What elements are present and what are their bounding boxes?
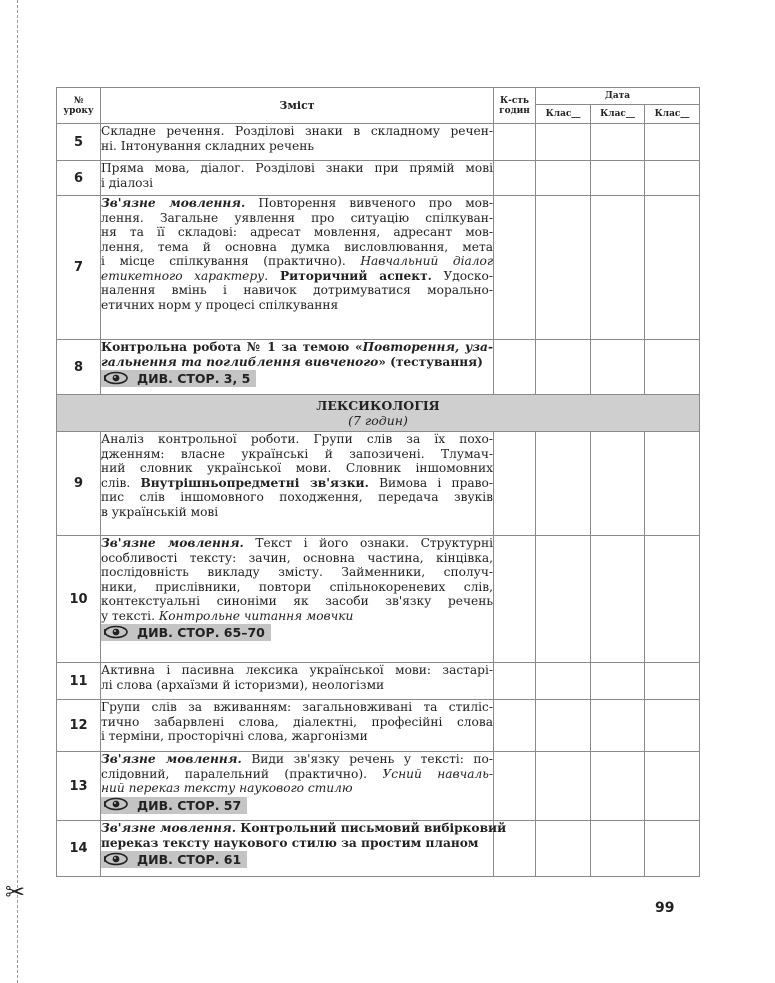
page-reference: ДИВ. СТОР. 65–70: [101, 624, 271, 641]
eye-icon: [103, 625, 129, 643]
date-header: Дата: [536, 88, 700, 105]
table-row: [57, 752, 700, 821]
lesson-content: Складне речення. Розділові знаки в складному речен- ні. Інтонування складних речень: [101, 124, 494, 161]
eye-icon: [103, 852, 129, 870]
content-header: Зміст: [101, 88, 494, 124]
lesson-number: 8: [57, 340, 101, 395]
page-number: 99: [655, 900, 675, 916]
lesson-content: Контрольна робота № 1 за темою «Повторення, уза- гальнення та поглиблення вивченого» (тестування) ДИВ. СТОР. 3, 5: [101, 340, 494, 395]
lesson-content: Пряма мова, діалог. Розділові знаки при прямій мові і діалозі: [101, 161, 494, 196]
class-header: Клас__: [536, 105, 591, 124]
page-reference: ДИВ. СТОР. 61: [101, 851, 247, 868]
lesson-content: Зв'язне мовлення. Текст і його ознаки. Структурні особливості тексту: зачин, основна частина, кінцівка, послідовність викладу змісту. Займенники, сполуч- ники, прислівники, повтори спільнокореневих слів, контекстуальні синоніми як засоби зв'язку речень у тексті. Контрольне читання мовчки ДИВ. СТОР. 65–70: [101, 536, 494, 663]
class-header: Клас__: [591, 105, 645, 124]
lesson-content: Аналіз контрольної роботи. Групи слів за їх похо- дженням: власне українські й запозичені. Тлумач- ний словник української мови. Словник іншомовних слів. Внутрішньопредметні зв'язки. Вимова і право- пис слів іншомовного походження, передача звуків в українській мові: [101, 432, 494, 536]
lesson-number: 11: [57, 663, 101, 700]
lesson-content: Зв'язне мовлення. Повторення вивченого про мов- лення. Загальне уявлення про ситуацію спілкуван- ня та її складові: адресат мовлення, адресант мов- лення, тема й основна думка висловлювання, мета і місце спілкування (практично). Навчальний діалог етикетного характеру. Риторичний аспект. Удоско- налення вмінь і навичок дотримуватися морально- етичних норм у процесі спілкування: [101, 196, 494, 340]
hours-header: К-сть годин: [494, 88, 536, 124]
lesson-number: 6: [57, 161, 101, 196]
table-row: [57, 432, 700, 536]
lesson-content: Зв'язне мовлення. Види зв'язку речень у тексті: по- слідовний, паралельний (практично). Усний навчаль- ний переказ тексту наукового стилю ДИВ. СТОР. 57: [101, 752, 494, 821]
lesson-number: 14: [57, 821, 101, 877]
section-title: ЛЕКСИКОЛОГІЯ: [316, 398, 440, 413]
section-row: [57, 395, 700, 432]
lesson-number-header: № уроку: [57, 88, 101, 124]
table-row: [57, 124, 700, 161]
lesson-plan-table: [56, 87, 700, 877]
cut-line: [17, 0, 18, 983]
lesson-number: 9: [57, 432, 101, 536]
table-row: [57, 700, 700, 752]
lesson-content: Зв'язне мовлення. Контрольний письмовий вибірковий переказ тексту наукового стилю за простим планом ДИВ. СТОР. 61: [101, 821, 494, 877]
eye-icon: [103, 371, 129, 389]
lesson-content: Активна і пасивна лексика української мови: застарі- лі слова (архаїзми й історизми), неологізми: [101, 663, 494, 700]
scissors-icon: ✂: [5, 878, 26, 906]
page-reference: ДИВ. СТОР. 3, 5: [101, 370, 256, 387]
lesson-number: 5: [57, 124, 101, 161]
section-heading: [57, 395, 700, 432]
table-row: [57, 536, 700, 663]
lesson-number: 12: [57, 700, 101, 752]
table-row: [57, 821, 700, 877]
page-reference: ДИВ. СТОР. 57: [101, 797, 247, 814]
class-header: Клас__: [645, 105, 700, 124]
table-row: [57, 161, 700, 196]
lesson-number: 13: [57, 752, 101, 821]
table-row: [57, 340, 700, 395]
eye-icon: [103, 797, 129, 815]
lesson-number: 7: [57, 196, 101, 340]
table-row: [57, 196, 700, 340]
lesson-content: Групи слів за вживанням: загальновживані та стиліс- тично забарвлені слова, діалектні, професійні слова і терміни, просторічні слова, жаргонізми: [101, 700, 494, 752]
section-subtitle: (7 годин): [348, 413, 408, 428]
table-row: [57, 663, 700, 700]
lesson-number: 10: [57, 536, 101, 663]
